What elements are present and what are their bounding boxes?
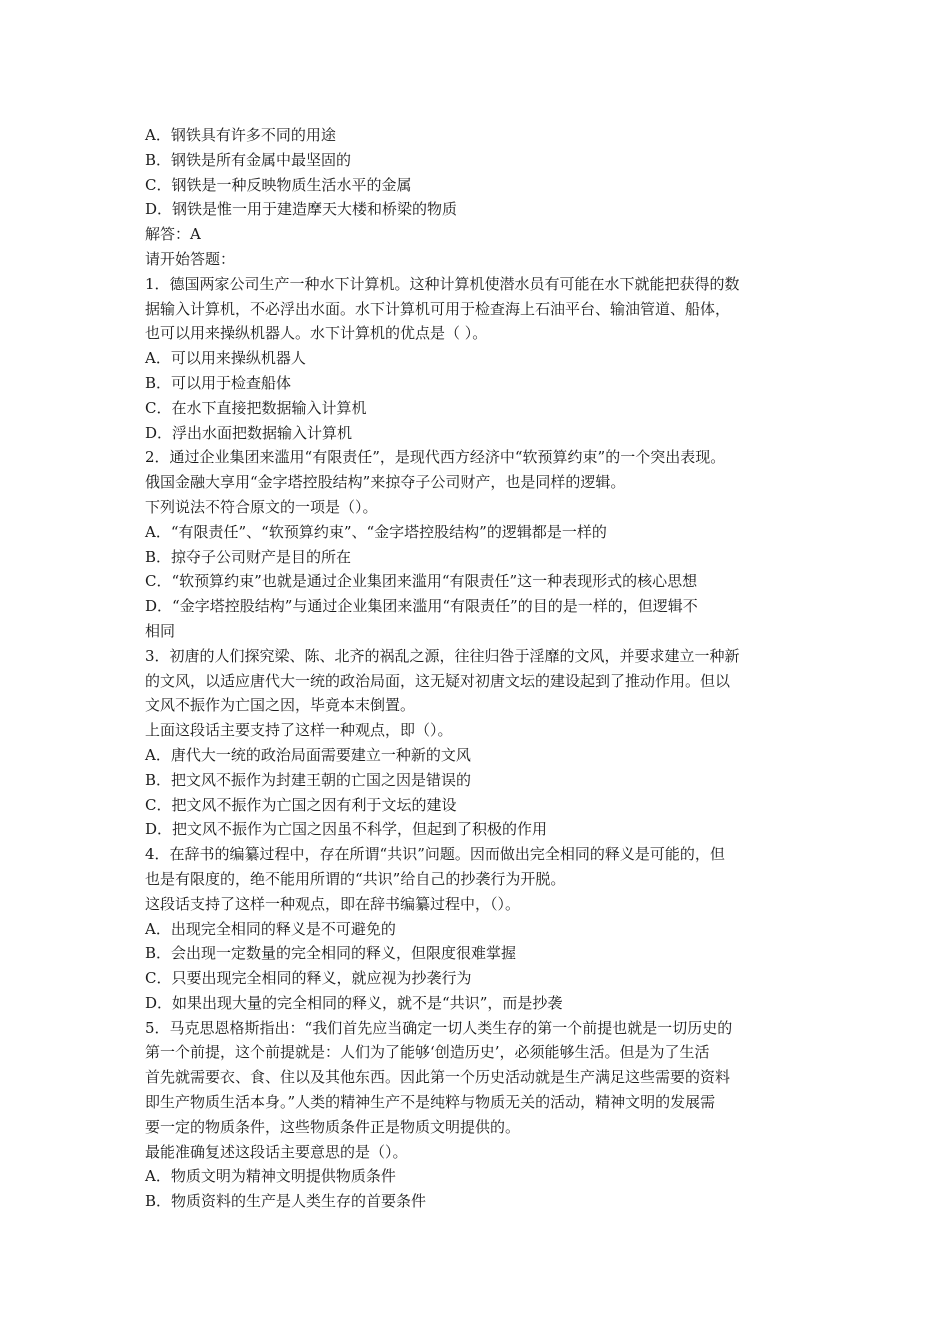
question-5-text: 要一定的物质条件，这些物质条件正是物质文明提供的。 xyxy=(145,1117,521,1136)
question-5-text: 5．马克思恩格斯指出：“我们首先应当确定一切人类生存的第一个前提也就是一切历史的 xyxy=(145,1018,733,1037)
question-3-text: 3．初唐的人们探究梁、陈、北齐的祸乱之源，往往归咎于淫靡的文风，并要求建立一种新 xyxy=(145,646,740,665)
question-4-prompt: 这段话支持了这样一种观点，即在辞书编纂过程中，（）。 xyxy=(145,894,521,913)
question-1-text: 也可以用来操纵机器人。水下计算机的优点是（ ）。 xyxy=(145,324,488,343)
question-4-text: 4．在辞书的编纂过程中，存在所谓“共识”问题。因而做出完全相同的释义是可能的，但 xyxy=(145,845,725,864)
q3-option-b: B．把文风不振作为封建王朝的亡国之因是错误的 xyxy=(145,770,472,789)
question-2-text: 俄国金融大享用“金字塔控股结构”来掠夺子公司财产，也是同样的逻辑。 xyxy=(145,473,626,492)
q2-option-c: C．“软预算约束”也就是通过企业集团来滥用“有限责任”这一种表现形式的核心思想 xyxy=(145,572,698,591)
q1-option-a: A．可以用来操纵机器人 xyxy=(145,349,306,368)
option-b-line: B．钢铁是所有金属中最坚固的 xyxy=(145,150,352,169)
q5-option-b: B．物质资料的生产是人类生存的首要条件 xyxy=(145,1192,427,1211)
answer-line: 解答：A xyxy=(145,225,201,244)
q5-option-a: A．物质文明为精神文明提供物质条件 xyxy=(145,1167,396,1186)
option-a-line: A．钢铁具有许多不同的用途 xyxy=(145,126,336,144)
q3-option-d: D．把文风不振作为亡国之因虽不科学，但起到了积极的作用 xyxy=(145,820,548,839)
question-3-text: 文风不振作为亡国之因，毕竟本末倒置。 xyxy=(145,696,416,715)
question-1-text: 1．德国两家公司生产一种水下计算机。这种计算机使潜水员有可能在水下就能把获得的数 xyxy=(145,274,740,293)
q4-option-a: A．出现完全相同的释义是不可避免的 xyxy=(145,919,396,938)
q2-option-d: D．“金字塔控股结构”与通过企业集团来滥用“有限责任”的目的是一样的，但逻辑不 xyxy=(145,597,698,616)
option-c-line: C．钢铁是一种反映物质生活水平的金属 xyxy=(145,175,412,194)
question-5-prompt: 最能准确复述这段话主要意思的是（）。 xyxy=(145,1142,408,1161)
q1-option-c: C．在水下直接把数据输入计算机 xyxy=(145,398,367,417)
question-3-prompt: 上面这段话主要支持了这样一种观点，即（）。 xyxy=(145,721,453,740)
option-d-line: D．钢铁是惟一用于建造摩天大楼和桥梁的物质 xyxy=(145,200,458,219)
q4-option-b: B．会出现一定数量的完全相同的释义，但限度很难掌握 xyxy=(145,944,517,963)
start-prompt: 请开始答题： xyxy=(145,249,236,268)
document-page xyxy=(145,123,825,1214)
q1-option-b: B．可以用于检查船体 xyxy=(145,373,292,392)
question-4-text: 也是有限度的，绝不能用所谓的“共识”给自己的抄袭行为开脱。 xyxy=(145,869,566,888)
q2-option-b: B．掠夺子公司财产是目的所在 xyxy=(145,547,352,566)
q2-option-a: A．“有限责任”、“软预算约束”、“金字塔控股结构”的逻辑都是一样的 xyxy=(145,522,607,541)
q4-option-d: D．如果出现大量的完全相同的释义，就不是“共识”，而是抄袭 xyxy=(145,993,563,1012)
question-5-text: 第一个前提，这个前提就是：人们为了能够‘创造历史’，必须能够生活。但是为了生活 xyxy=(145,1043,710,1062)
q1-option-d: D．浮出水面把数据输入计算机 xyxy=(145,423,353,442)
question-2-text: 2．通过企业集团来滥用“有限责任”，是现代西方经济中“软预算约束”的一个突出表现。 xyxy=(145,448,726,467)
q4-option-c: C．只要出现完全相同的释义，就应视为抄袭行为 xyxy=(145,969,472,988)
question-5-text: 首先就需要衣、食、住以及其他东西。因此第一个历史活动就是生产满足这些需要的资料 xyxy=(145,1068,731,1087)
q3-option-c: C．把文风不振作为亡国之因有利于文坛的建设 xyxy=(145,795,457,814)
question-5-text: 即生产物质生活本身。”人类的精神生产不是纯粹与物质无关的活动，精神文明的发展需 xyxy=(145,1093,716,1112)
question-2-prompt: 下列说法不符合原文的一项是（）。 xyxy=(145,497,378,516)
question-3-text: 的文风，以适应唐代大一统的政治局面，这无疑对初唐文坛的建设起到了推动作用。但以 xyxy=(145,671,731,690)
q2-option-d: 相同 xyxy=(145,621,176,640)
q3-option-a: A．唐代大一统的政治局面需要建立一种新的文风 xyxy=(145,745,471,764)
question-1-text: 据输入计算机，不必浮出水面。水下计算机可用于检查海上石油平台、输油管道、船体， xyxy=(145,299,731,318)
